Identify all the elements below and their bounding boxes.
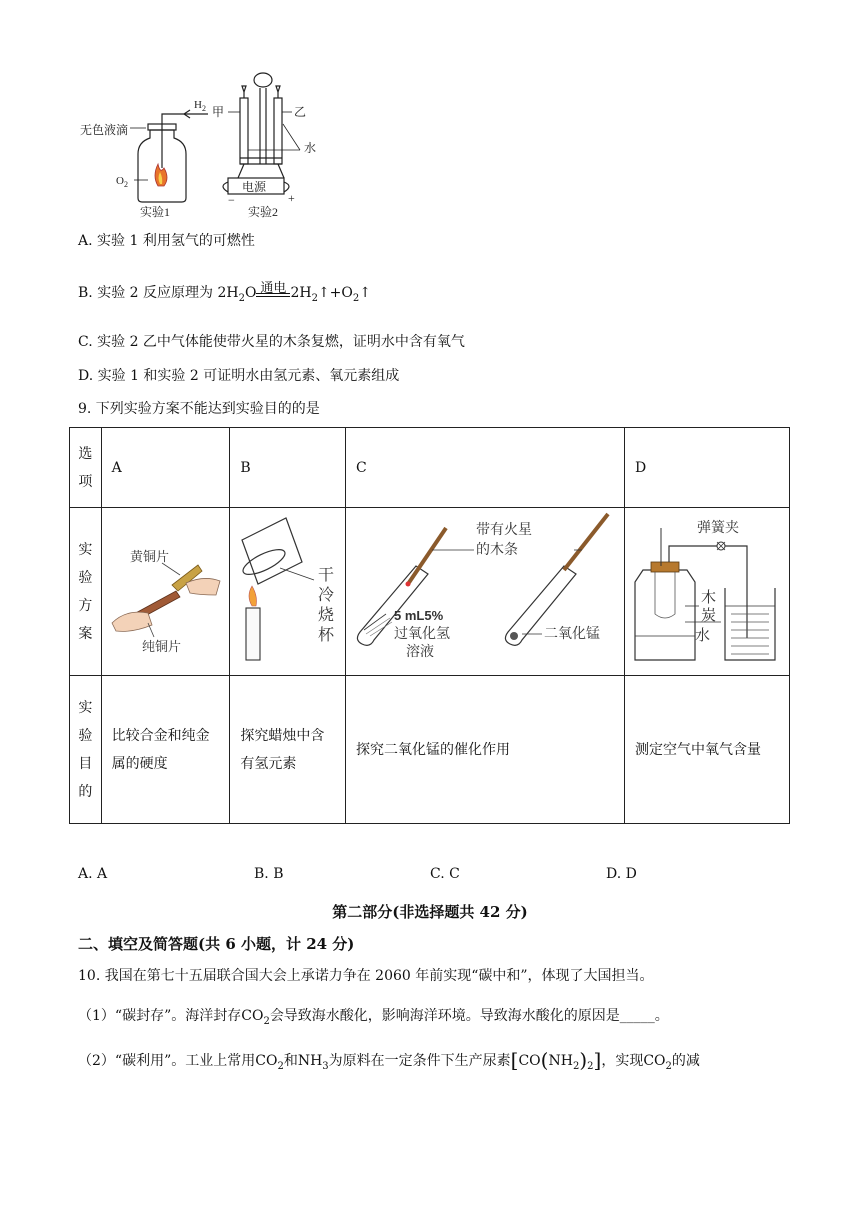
label-water: 水 (304, 141, 317, 155)
table-row-scheme (70, 508, 790, 676)
label-brass: 黄铜片 (129, 548, 169, 564)
purpose-a-line: 比较合金和纯金 (111, 727, 210, 744)
answer-a: A. A (78, 866, 108, 882)
reaction-equation: $2H_2O$ 通电 $2H_2↑+O_2↑$ (217, 281, 371, 304)
row-header-char: 案 (78, 625, 93, 642)
question-10-part-2 (78, 1050, 700, 1077)
caption-experiment-1: 实验1 (140, 205, 171, 219)
scheme-c (345, 508, 624, 676)
label-h2o2: 过氧化氢 (393, 624, 450, 641)
label-o2: $O_2$ (116, 175, 128, 189)
label-solution: 溶液 (405, 642, 434, 659)
label-water-d: 水 (695, 626, 711, 644)
purpose-d: 测定空气中氧气含量 (625, 676, 790, 824)
label-spring-clip: 弹簧夹 (697, 518, 739, 535)
row-header-char: 实 (78, 541, 93, 558)
scheme-b (230, 508, 346, 676)
label-charcoal: 炭 (701, 606, 717, 624)
label-power-source: 电源 (242, 180, 267, 194)
formula-nh3: $NH_3$ (297, 1053, 329, 1072)
row-header-char: 的 (78, 783, 93, 800)
formula-co2: $CO_2$ (241, 1008, 270, 1027)
row-header-purpose (70, 676, 102, 824)
purpose-b (230, 676, 346, 824)
question-10-stem: 10. 我国在第七十五届联合国大会上承诺力争在 2060 年前实现“碳中和”，体现了大国担当。 (78, 968, 654, 984)
label-wood: 木 (701, 588, 717, 606)
row-header-scheme (70, 508, 102, 676)
reaction-condition: 通电 (260, 281, 287, 296)
label-h2: $H_2$ (194, 99, 206, 113)
purpose-b-line: 探究蜡烛中含 (240, 727, 325, 744)
experiment-table (69, 427, 790, 824)
row-header-char: 验 (78, 569, 93, 586)
label-yi: 乙 (294, 105, 307, 119)
label-dry: 干 (318, 566, 335, 584)
table-row-options (70, 428, 790, 508)
q10-2-text-b: 和 (283, 1053, 298, 1069)
q10-1-text-b: 会导致海水酸化，影响海洋环境。导致海水酸化的原因是_____。 (269, 1008, 669, 1024)
label-burn: 烧 (318, 606, 335, 624)
scheme-d (625, 508, 790, 676)
row-header-char: 目 (78, 755, 93, 772)
q10-2-text-a: （2）“碳利用”。工业上常用 (78, 1053, 256, 1069)
answer-c: C. C (430, 866, 460, 882)
q10-1-text-a: （1）“碳封存”。海洋封存 (78, 1008, 242, 1024)
caption-experiment-2: 实验2 (248, 205, 279, 219)
option-a: A. 实验 1 利用氢气的可燃性 (78, 233, 255, 249)
purpose-c: 探究二氧化锰的催化作用 (345, 676, 624, 824)
row-header-char: 项 (78, 473, 93, 490)
formula-urea: $[CO(NH_2)_2]$ (510, 1048, 602, 1072)
option-b-prefix: B. 实验 2 反应原理为 (78, 285, 213, 301)
purpose-b-line: 有氢元素 (240, 755, 297, 772)
col-header-d: D (625, 428, 790, 508)
col-header-b: B (230, 428, 346, 508)
label-splint: 的木条 (475, 540, 518, 557)
answer-b: B. B (254, 866, 284, 882)
question-10-part-1 (78, 1006, 669, 1032)
formula-co2: $CO_2$ (255, 1053, 284, 1072)
label-mno2: 二氧化锰 (543, 624, 600, 641)
option-b (78, 283, 371, 309)
label-volume: 5 mL5% (393, 607, 444, 623)
answer-d: D. D (606, 866, 637, 882)
q10-2-text-e: 的减 (671, 1053, 700, 1069)
label-glowing: 带有火星 (475, 520, 532, 537)
question-9-stem: 9. 下列实验方案不能达到实验目的的是 (78, 401, 320, 417)
col-header-a: A (101, 428, 230, 508)
label-plus: + (288, 191, 295, 205)
q10-2-text-c: 为原料在一定条件下生产尿素 (328, 1053, 511, 1069)
label-minus: − (228, 193, 235, 207)
q10-2-text-d: ，实现 (601, 1053, 644, 1069)
test-tube-catalyst-diagram (346, 510, 624, 670)
row-header-char: 实 (78, 699, 93, 716)
formula-co2: $CO_2$ (643, 1053, 672, 1072)
gas-bottle-diagram (138, 114, 188, 202)
row-header-options (70, 428, 102, 508)
row-header-char: 验 (78, 727, 93, 744)
option-c: C. 实验 2 乙中气体能使带火星的木条复燃，证明水中含有氧气 (78, 334, 465, 350)
option-d: D. 实验 1 和实验 2 可证明水由氢元素、氧元素组成 (78, 368, 400, 384)
candle-cold-beaker-diagram (230, 510, 340, 670)
table-row-purpose (70, 676, 790, 824)
flame-icon (155, 164, 167, 186)
label-colorless-drop: 无色液滴 (80, 123, 129, 137)
purpose-a-line: 属的硬度 (111, 755, 168, 772)
label-jia: 甲 (212, 105, 225, 119)
brass-copper-scratch-diagram (102, 515, 226, 665)
experiment-figure (78, 68, 338, 223)
row-header-char: 选 (78, 445, 93, 462)
col-header-c: C (345, 428, 624, 508)
purpose-a (101, 676, 230, 824)
oxygen-content-apparatus (625, 510, 789, 670)
part-two-heading: 第二部分(非选择题共 42 分) (332, 903, 528, 921)
label-cold: 冷 (318, 586, 335, 604)
label-cup: 杯 (318, 626, 335, 644)
row-header-char: 方 (78, 597, 93, 614)
electrolysis-apparatus (223, 73, 289, 194)
label-pure-copper: 纯铜片 (141, 638, 181, 654)
section-heading: 二、填空及简答题(共 6 小题，计 24 分) (78, 935, 355, 953)
scheme-a (101, 508, 230, 676)
